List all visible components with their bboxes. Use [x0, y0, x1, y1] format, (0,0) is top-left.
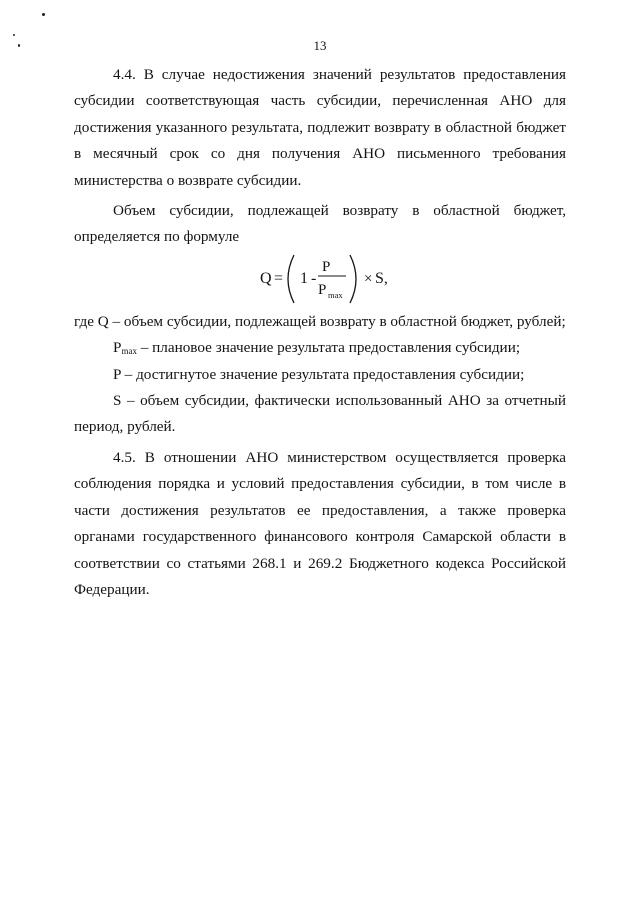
formula-numerator: P [322, 258, 331, 275]
scan-speck [42, 13, 45, 16]
right-parenthesis [350, 255, 356, 303]
formula-graphic [254, 251, 414, 307]
page-number: 13 [313, 38, 327, 53]
refund-formula [74, 251, 566, 309]
formula-one: 1 [300, 269, 308, 287]
formula-denominator: P [318, 281, 327, 298]
definition-s: S – объем субсидии, фактически использованный АНО за отчетный период, рублей. [74, 392, 566, 436]
formula-equals: = [274, 269, 284, 287]
definition-p: P – достигнутое значение результата предоставления субсидии; [113, 365, 525, 383]
pmax-description: – плановое значение результата предоставления субсидии; [136, 339, 521, 357]
formula-q: Q [260, 269, 272, 287]
formula-minus: - [311, 269, 317, 287]
paragraph-4-5: 4.5. В отношении АНО министерством осуществляется проверка соблюдения порядка и условий предоставления субсидии, в том числе в части достижения результатов ее предоставления, а также проверка органами государственного финансового контроля Самарской области в соответствии со статьями 268.1 и 269.2 Бюджетного кодекса Российской Федерации. [74, 448, 566, 598]
definition-q: где Q – объем субсидии, подлежащей возврату в областной бюджет, рублей; [74, 312, 566, 330]
formula-s: S, [375, 269, 388, 287]
left-parenthesis [288, 255, 294, 303]
document-body [74, 62, 566, 603]
paragraph-4-4: 4.4. В случае недостижения значений результатов предоставления субсидии соответствующая часть субсидии, перечисленная АНО для достижения указанного результата, подлежит возврату в областной бюджет в месячный срок со дня получения АНО письменного требования министерства о возврате субсидии. [74, 66, 566, 189]
pmax-subscript: max [121, 346, 137, 357]
pmax-symbol: P [113, 339, 122, 357]
definition-pmax [74, 335, 566, 361]
formula-denominator-sub: max [328, 289, 343, 300]
scan-speck [13, 34, 15, 36]
formula-times: × [364, 270, 373, 287]
formula-intro-paragraph: Объем субсидии, подлежащей возврату в областной бюджет, определяется по формуле [74, 202, 566, 246]
